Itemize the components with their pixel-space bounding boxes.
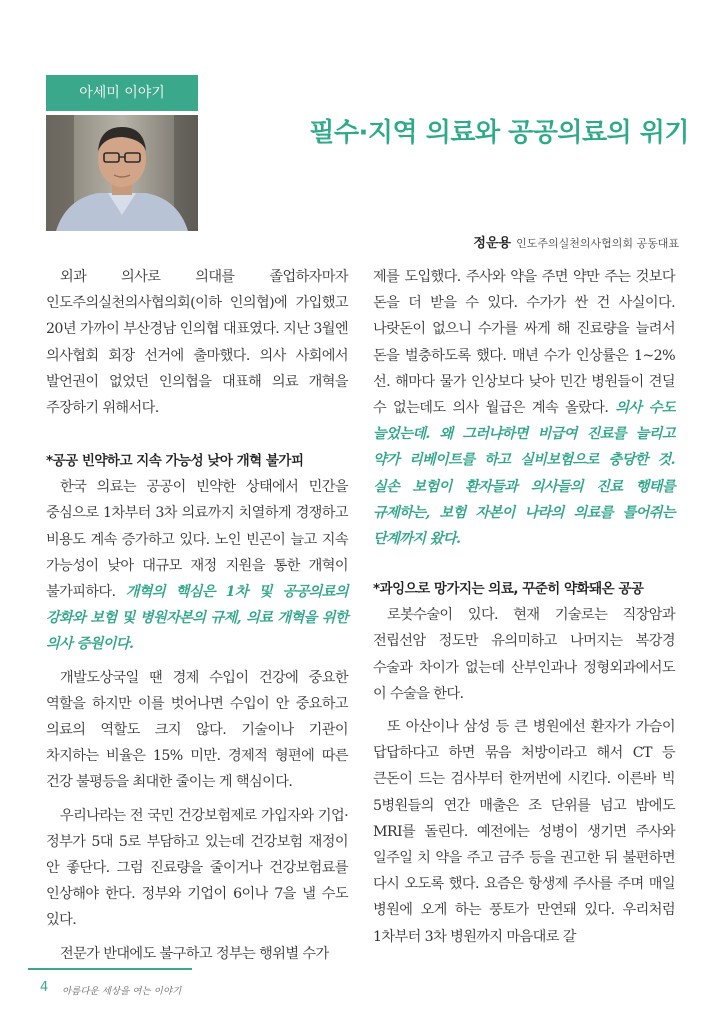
publication-name: 아름다운 세상을 여는 이야기: [62, 986, 182, 997]
page-number: 4: [40, 980, 49, 995]
paragraph: [373, 264, 675, 552]
paragraph: [46, 474, 348, 657]
paragraph: 외과 의사로 의대를 졸업하자마자 인도주의실천의사협의회(이하 인의협)에 가입했고 20년 가까이 부산경남 인의협 대표였다. 지난 3월엔 의사협회 회장 선거에 출마했다. 의사 사회에서 발언권이 없었던 인의협을 대표해 의료 개혁을 주장하기 위해서다.: [46, 269, 348, 417]
author-portrait-image: [46, 115, 198, 231]
highlight-quote: 의사 수도 늘었는데. 왜 그러냐하면 비급여 진료를 늘리고 약가 리베이트를 하고 실비보험으로 충당한 것. 실손 보험이 환자들과 의사들의 진료 행태를 규제하는, 보험 자본이 나라의 의료를 틀어쥐는 단계까지 왔다.: [373, 400, 676, 548]
section-tag: 아세미 이야기: [46, 75, 198, 111]
author-name: 정운용: [473, 236, 512, 251]
section-heading: *공공 빈약하고 지속 가능성 낮아 개혁 불가피: [46, 453, 304, 470]
article-title: 필수·지역 의료와 공공의료의 위기: [309, 118, 689, 148]
author-role: 인도주의실천의사협의회 공동대표: [516, 237, 679, 250]
paragraph: 우리나라는 전 국민 건강보험제로 가입자와 기업·정부가 5대 5로 부담하고 있는데 건강보험 재정이 안 좋단다. 그럼 진료량을 줄이거나 건강보험료를 인상해야 한다. 정부와 기업이 6이나 7을 낼 수도 있다.: [46, 807, 348, 929]
highlight-quote: 개혁의 핵심은 1차 및 공공의료의 강화와 보험 및 병원자본의 규제, 의료 개혁을 위한 의사 증원이다.: [46, 584, 348, 653]
footer-divider: [28, 968, 192, 970]
author-byline: [473, 232, 679, 251]
paragraph: 또 아산이나 삼성 등 큰 병원에선 환자가 가슴이 답답하다고 하면 묶음 처방이라고 해서 CT 등 큰돈이 드는 검사부터 한꺼번에 시킨다. 이른바 빅 5병원들의 연간 매출은 조 단위를 넘고 밤에도 MRI를 돌린다. 예전에는 성병이 생기면 주사와 일주일 치 약을 주고 금주 등을 권고한 뒤 불편하면 다시 오도록 했다. 요즘은 항생제 주사를 주며 매일 병원에 오게 하는 풍토가 만연돼 있다. 우리처럼 1차부터 3차 병원까지 마음대로 갈: [373, 719, 675, 945]
paragraph: 개발도상국일 땐 경제 수입이 건강에 중요한 역할을 하지만 이를 벗어나면 수입이 안 중요하고 의료의 역할도 크지 않다. 기술이나 기관이 차지하는 비율은 15% 미만. 경제적 형편에 따른 건강 불평등을 최대한 줄이는 게 핵심이다.: [46, 669, 348, 791]
paragraph: 전문가 반대에도 불구하고 정부는 행위별 수가: [60, 945, 329, 962]
section-heading: *과잉으로 망가지는 의료, 꾸준히 약화돼온 공공: [373, 581, 644, 598]
left-column: [46, 264, 348, 967]
right-column: [373, 264, 675, 950]
paragraph-text: 한국 의료는 공공이 빈약한 상태에서 민간을 중심으로 1차부터 3차 의료까지 치열하게 경쟁하고 비용도 계속 증가하고 있다. 노인 빈곤이 늘고 지속 가능성이 낮아 대규모 재정 지원을 통한 개혁이 불가피하다.: [46, 479, 348, 601]
paragraph: 로봇수술이 있다. 현재 기술로는 직장암과 전립선암 정도만 유의미하고 나머지는 복강경 수술과 차이가 없는데 산부인과나 정형외과에서도 이 수술을 한다.: [373, 607, 675, 702]
author-photo: [46, 115, 198, 231]
paragraph-text: 제를 도입했다. 주사와 약을 주면 약만 주는 것보다 돈을 더 받을 수 있다. 수가가 싼 건 사실이다. 나랏돈이 없으니 수가를 싸게 해 진료량을 늘려서 돈을 벌충하도록 했다. 매년 수가 인상률은 1~2% 선. 해마다 물가 인상보다 낮아 민간 병원들이 견딜 수 없는데도 의사 월급은 계속 올랐다.: [373, 269, 675, 417]
